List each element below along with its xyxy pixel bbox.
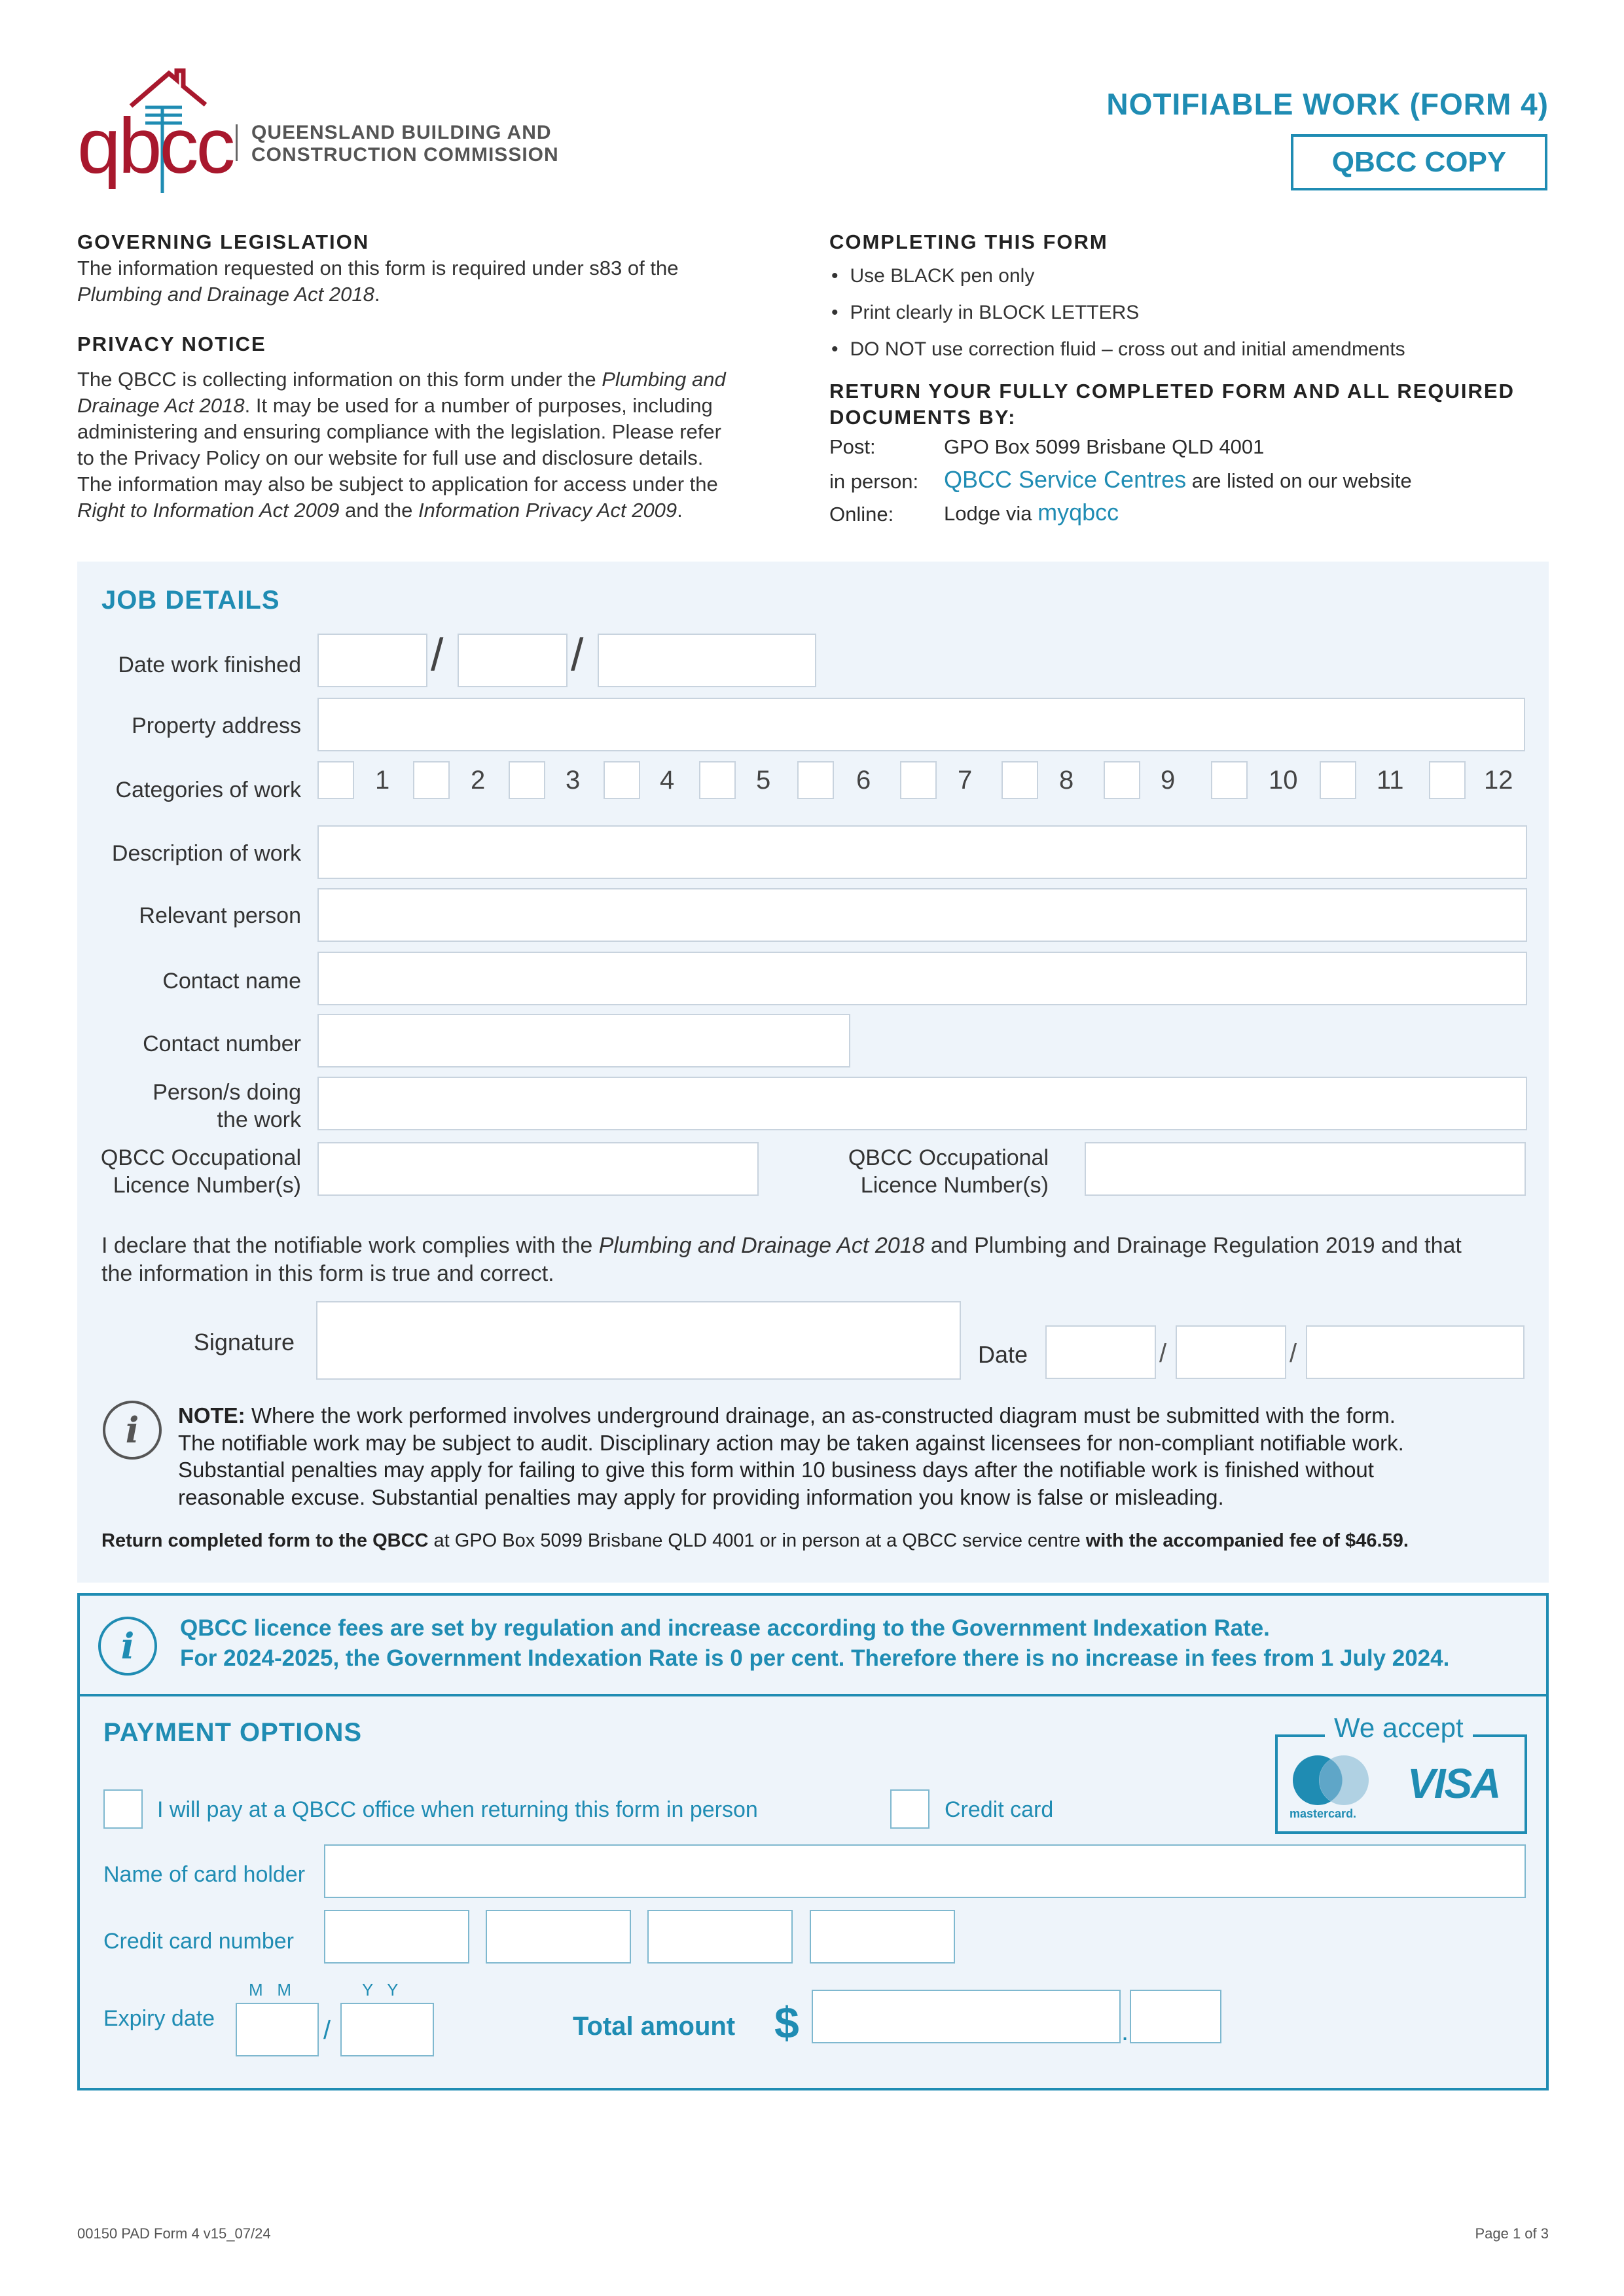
privacy-text [77, 367, 797, 524]
contact-name-field[interactable] [317, 952, 1527, 1005]
category-checkbox-10[interactable] [1211, 761, 1248, 799]
category-number: 7 [958, 766, 973, 795]
expiry-yy-hint: Y Y [362, 1980, 399, 2000]
contact-number-label: Contact number [143, 1031, 301, 1056]
licence-label-right [825, 1144, 1049, 1199]
logo-wordmark: qbcc [77, 102, 233, 190]
fees-info-icon [97, 1615, 158, 1677]
fees-notice-line-2: For 2024-2025, the Government Indexation Rate is 0 per cent. Therefore there is no increase in fees from 1 July 2024. [180, 1645, 1450, 1671]
completing-item: • Print clearly in BLOCK LETTERS [831, 295, 1405, 331]
legislation-text [77, 255, 784, 308]
relevant-person-field[interactable] [317, 888, 1527, 942]
org-line-2: CONSTRUCTION COMMISSION [251, 144, 559, 166]
licence-label-line-1: QBCC Occupational [100, 1145, 301, 1170]
note-line-text: Where the work performed involves underground drainage, an as-constructed diagram must be submitted with the form. [251, 1403, 1396, 1427]
return-fee-plain: at GPO Box 5099 Brisbane QLD 4001 or in person at a QBCC service centre [433, 1530, 1081, 1551]
persons-doing-line-1: Person/s doing [153, 1080, 301, 1105]
declaration-act: Plumbing and Drainage Act 2018 [598, 1233, 925, 1258]
pay-office-checkbox[interactable] [103, 1789, 143, 1829]
card-number-group-2[interactable] [486, 1910, 631, 1964]
date-finished-label: Date work finished [118, 653, 301, 677]
svg-text:i: i [120, 1625, 135, 1667]
payment-heading: PAYMENT OPTIONS [103, 1718, 363, 1747]
privacy-line: The QBCC is collecting information on this form under the Plumbing and [77, 368, 726, 391]
return-heading-line-2: DOCUMENTS BY: [829, 406, 1017, 429]
inperson-rest: are listed on our website [1191, 469, 1412, 492]
return-heading-line-1: RETURN YOUR FULLY COMPLETED FORM AND ALL REQUIRED [829, 380, 1515, 403]
expiry-slash: / [323, 2016, 331, 2045]
inperson-value [944, 466, 1412, 493]
property-address-field[interactable] [317, 698, 1525, 751]
category-checkbox-5[interactable] [699, 761, 736, 799]
dollar-sign: $ [774, 1998, 799, 2048]
qbcc-logo [77, 65, 234, 196]
date-slash: / [571, 629, 584, 680]
copy-badge [1291, 134, 1547, 190]
note-line: The notifiable work may be subject to audit. Disciplinary action may be taken against licensees for non-compliant notifiable work. [178, 1430, 1404, 1455]
info-icon [101, 1399, 163, 1461]
privacy-line: Right to Information Act 2009 and the Information Privacy Act 2009. [77, 499, 683, 522]
org-line-1: QUEENSLAND BUILDING AND [251, 122, 552, 143]
expiry-month-field[interactable] [236, 2003, 319, 2056]
category-number: 12 [1484, 766, 1513, 795]
category-number: 6 [856, 766, 871, 795]
declaration-line-2: the information in this form is true and correct. [101, 1261, 554, 1286]
date-finished-year[interactable] [598, 634, 816, 687]
category-number: 5 [756, 766, 771, 795]
card-number-group-4[interactable] [810, 1910, 955, 1964]
date-slash-small: / [1159, 1339, 1167, 1368]
persons-doing-field[interactable] [317, 1077, 1527, 1130]
form-title: NOTIFIABLE WORK (FORM 4) [1106, 87, 1549, 121]
licence-label-line-2: Licence Number(s) [860, 1173, 1049, 1198]
legislation-line-1: The information requested on this form is required under s83 of the [77, 257, 679, 279]
privacy-line: administering and ensuring compliance with the legislation. Please refer [77, 420, 721, 443]
description-field[interactable] [317, 825, 1527, 879]
licence-label-line-1: QBCC Occupational [848, 1145, 1049, 1170]
licence-field-right[interactable] [1085, 1142, 1526, 1196]
category-checkbox-6[interactable] [797, 761, 834, 799]
category-checkbox-4[interactable] [604, 761, 640, 799]
return-heading [829, 378, 1515, 431]
privacy-line: to the Privacy Policy on our website for full use and disclosure details. [77, 446, 704, 469]
date-finished-day[interactable] [317, 634, 427, 687]
fees-notice-text [180, 1613, 1449, 1674]
signature-date-year[interactable] [1306, 1325, 1525, 1379]
note-line [178, 1402, 1546, 1429]
category-checkbox-2[interactable] [413, 761, 450, 799]
declaration-part: I declare that the notifiable work complies with the [101, 1233, 593, 1258]
privacy-line: Drainage Act 2018. It may be used for a number of purposes, including [77, 394, 713, 417]
expiry-mm-hint: M M [249, 1980, 291, 2000]
category-checkbox-3[interactable] [509, 761, 545, 799]
legislation-line-2: Plumbing and Drainage Act 2018. [77, 283, 380, 306]
completing-item: • Use BLACK pen only [831, 258, 1405, 295]
fees-notice-line-1: QBCC licence fees are set by regulation and increase according to the Government Indexation Rate. [180, 1615, 1270, 1641]
job-details-heading: JOB DETAILS [101, 586, 280, 615]
privacy-line: The information may also be subject to application for access under the [77, 473, 718, 495]
service-centres-link[interactable]: QBCC Service Centres [944, 466, 1187, 493]
card-number-group-3[interactable] [647, 1910, 793, 1964]
property-address-label: Property address [132, 713, 301, 738]
pay-office-label: I will pay at a QBCC office when returning this form in person [157, 1797, 758, 1822]
category-checkbox-7[interactable] [900, 761, 937, 799]
online-label: Online: [829, 503, 894, 526]
relevant-person-label: Relevant person [139, 903, 301, 928]
signature-label: Signature [193, 1329, 295, 1355]
total-dollars-field[interactable] [812, 1990, 1121, 2043]
categories-label: Categories of work [115, 778, 301, 802]
note-bold: NOTE: [178, 1403, 245, 1427]
card-number-group-1[interactable] [324, 1910, 469, 1964]
legislation-heading: GOVERNING LEGISLATION [77, 230, 370, 253]
signature-date-month[interactable] [1176, 1325, 1286, 1379]
card-holder-label: Name of card holder [103, 1862, 306, 1887]
decimal-point: . [1121, 2017, 1129, 2046]
category-number: 11 [1377, 766, 1404, 795]
persons-doing-line-2: the work [217, 1107, 301, 1132]
category-checkbox-9[interactable] [1104, 761, 1140, 799]
visa-icon: VISA [1407, 1760, 1500, 1807]
completing-item: • DO NOT use correction fluid – cross out and initial amendments [831, 331, 1405, 368]
date-slash-small: / [1290, 1339, 1297, 1368]
post-value: GPO Box 5099 Brisbane QLD 4001 [944, 435, 1265, 458]
licence-label-left [79, 1144, 301, 1199]
completing-list [831, 258, 1405, 368]
declaration-line-1 [101, 1232, 1542, 1260]
mastercard-icon [1288, 1751, 1381, 1823]
note-line: reasonable excuse. Substantial penalties may apply for providing information you know is false or misleading. [178, 1484, 1224, 1509]
myqbcc-link[interactable]: myqbcc [1038, 499, 1119, 526]
category-number: 4 [660, 766, 675, 795]
legislation-act: Plumbing and Drainage Act 2018 [77, 283, 374, 306]
online-text: Lodge via [944, 502, 1032, 525]
return-fee-bold-1: Return completed form to the QBCC [101, 1530, 429, 1551]
signature-date-label: Date [978, 1341, 1028, 1368]
contact-name-label: Contact name [162, 969, 301, 994]
card-number-label: Credit card number [103, 1929, 295, 1954]
signature-field[interactable] [316, 1301, 961, 1380]
category-checkbox-11[interactable] [1320, 761, 1356, 799]
footer-code: 00150 PAD Form 4 v15_07/24 [77, 2225, 271, 2242]
credit-card-checkbox[interactable] [890, 1789, 929, 1829]
category-checkbox-8[interactable] [1001, 761, 1038, 799]
date-finished-month[interactable] [458, 634, 568, 687]
footer-page: Page 1 of 3 [1475, 2225, 1549, 2242]
copy-badge-label: QBCC COPY [1331, 146, 1507, 178]
mastercard-text: mastercard. [1290, 1807, 1357, 1820]
category-number: 2 [471, 766, 486, 795]
date-slash: / [431, 629, 444, 680]
org-name [251, 122, 559, 166]
category-checkbox-1[interactable] [317, 761, 354, 799]
credit-card-label: Credit card [945, 1797, 1054, 1822]
logo-divider [236, 124, 238, 161]
post-label: Post: [829, 435, 876, 458]
card-holder-field[interactable] [324, 1844, 1526, 1898]
online-value [944, 499, 1119, 526]
svg-text:i: i [125, 1409, 139, 1451]
persons-doing-label [79, 1079, 301, 1134]
inperson-label: in person: [829, 470, 919, 493]
category-number: 10 [1269, 766, 1298, 795]
licence-label-line-2: Licence Number(s) [113, 1173, 301, 1198]
completing-heading: COMPLETING THIS FORM [829, 230, 1108, 253]
category-number: 1 [375, 766, 390, 795]
declaration-part: and Plumbing and Drainage Regulation 2019 and that [930, 1233, 1462, 1258]
total-cents-field[interactable] [1130, 1990, 1221, 2043]
description-label: Description of work [111, 841, 301, 866]
category-checkbox-12[interactable] [1429, 761, 1466, 799]
category-number: 9 [1161, 766, 1176, 795]
total-amount-label: Total amount [573, 2012, 736, 2041]
privacy-heading: PRIVACY NOTICE [77, 332, 266, 355]
category-number: 8 [1059, 766, 1074, 795]
expiry-year-field[interactable] [340, 2003, 434, 2056]
category-number: 3 [566, 766, 581, 795]
signature-date-day[interactable] [1045, 1325, 1156, 1379]
note-text [178, 1402, 1546, 1511]
we-accept-label: We accept [1325, 1712, 1473, 1744]
note-line: Substantial penalties may apply for failing to give this form within 10 business days after the notifiable work is finished without [178, 1458, 1374, 1482]
return-fee-bold-2: with the accompanied fee of $46.59. [1085, 1530, 1409, 1551]
licence-field-left[interactable] [317, 1142, 759, 1196]
contact-number-field[interactable] [317, 1014, 850, 1067]
expiry-label: Expiry date [103, 2006, 215, 2031]
declaration-text [101, 1232, 1542, 1288]
return-fee-text [101, 1530, 1409, 1552]
